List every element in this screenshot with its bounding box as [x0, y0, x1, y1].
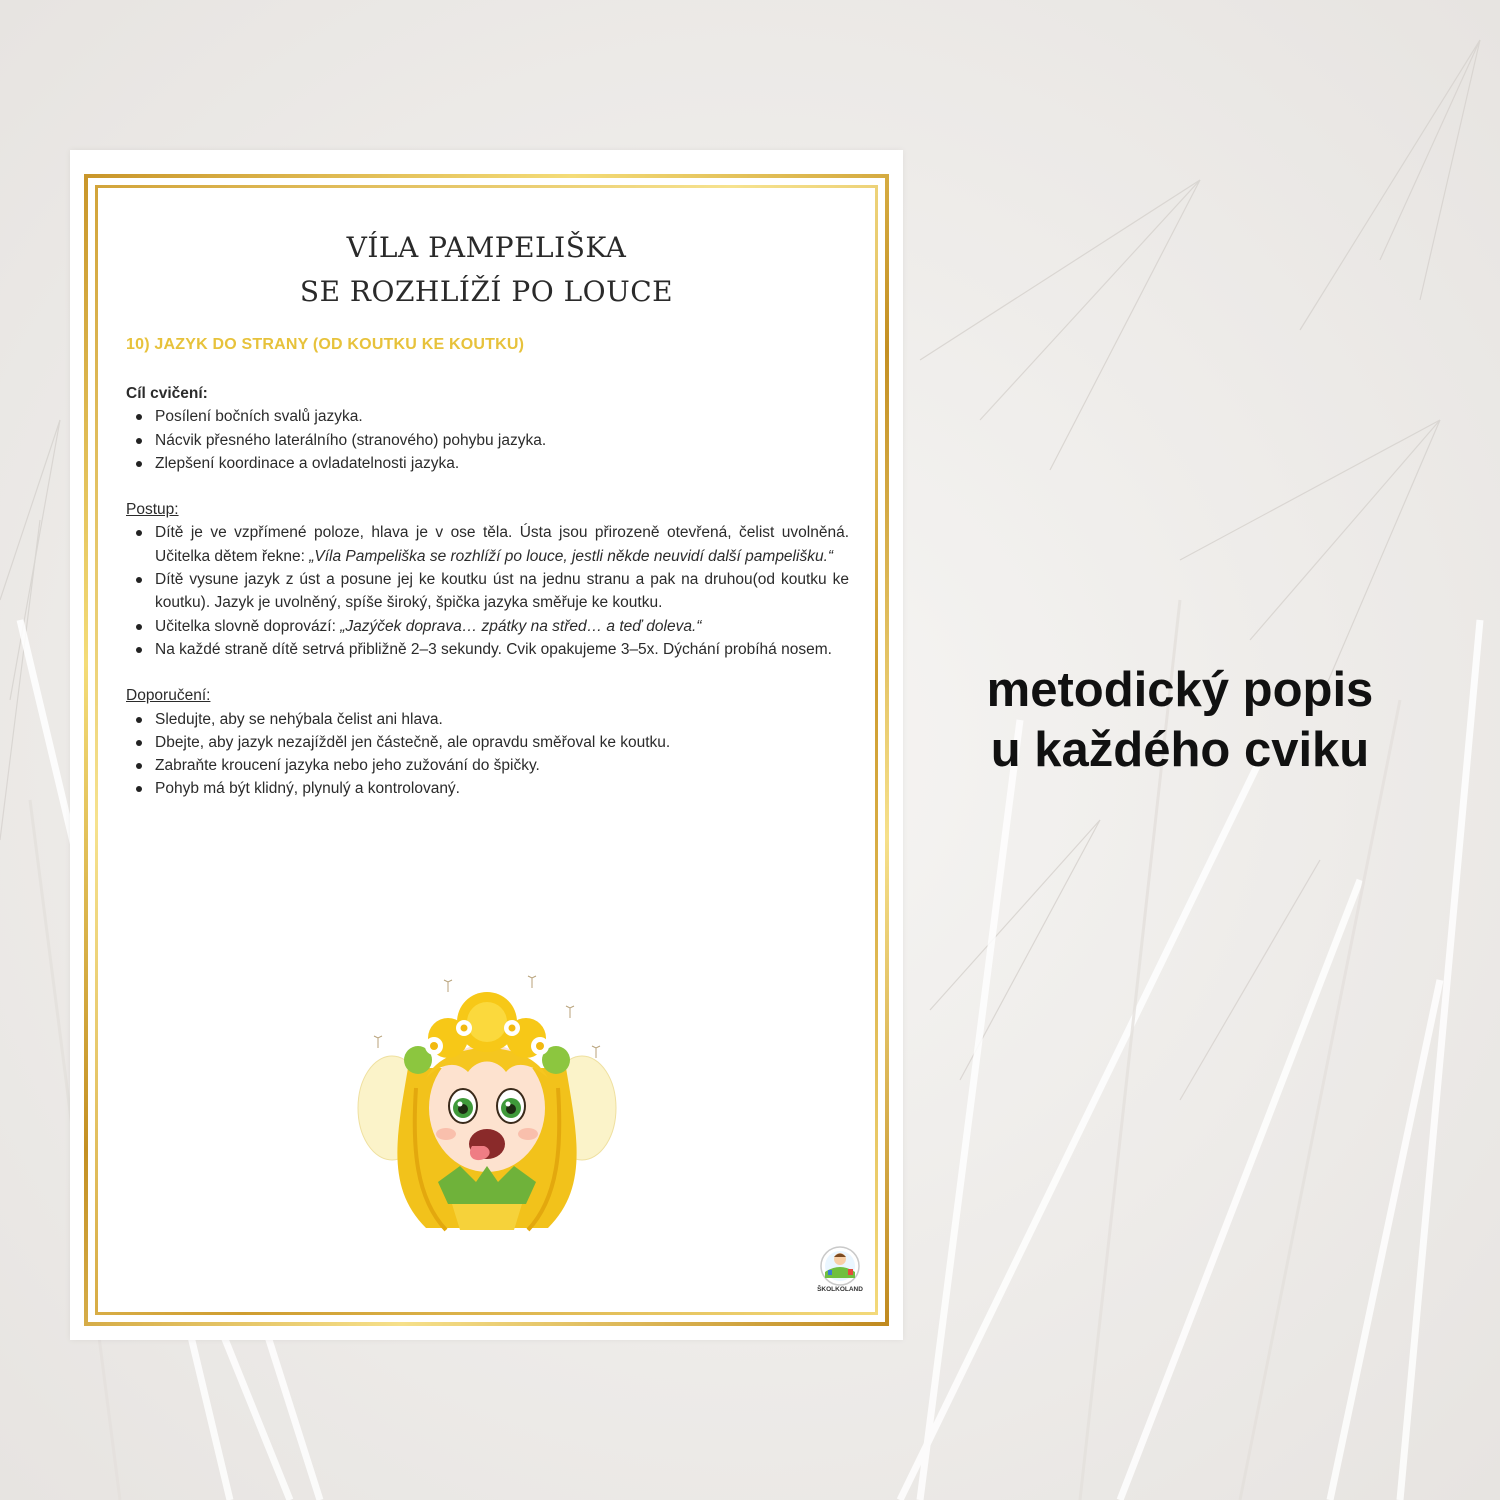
- list-item: [155, 615, 849, 638]
- list-item: Dbejte, aby jazyk nezajížděl jen částečně, ale opravdu směřoval ke koutku.: [155, 731, 849, 754]
- worksheet-page: [70, 150, 903, 1340]
- exercise-heading: 10) JAZYK DO STRANY (OD KOUTKU KE KOUTKU): [126, 336, 525, 353]
- procedure-quote-1: „Víla Pampeliška se rozhlíží po louce, jestli někde neuvidí další pampelišku.“: [309, 547, 834, 565]
- list-item: Na každé straně dítě setrvá přibližně 2–3 sekundy. Cvik opakujeme 3–5x. Dýchání probíhá nosem.: [155, 638, 849, 661]
- list-item: Nácvik přesného laterálního (stranového) pohybu jazyka.: [155, 429, 849, 452]
- logo-text: ŠKOLKOLAND: [817, 1286, 863, 1293]
- list-item: Dítě vysune jazyk z úst a posune jej ke koutku úst na jednu stranu a pak na druhou(od koutku ke koutku). Jazyk je uvolněný, spíše široký, špička jazyka směřuje ke koutku.: [155, 568, 849, 615]
- procedure-step-1: Dítě je ve vzpřímené poloze, hlava je v ose těla. Ústa jsou přirozeně otevřená, čelist uvolněná. Učitelka dětem řekne:: [155, 524, 849, 565]
- title-line-2: SE ROZHLÍŽÍ PO LOUCE: [299, 275, 674, 308]
- list-item: Pohyb má být klidný, plynulý a kontrolovaný.: [155, 777, 849, 800]
- goal-label: Cíl cvičení:: [126, 385, 208, 402]
- list-item: Posílení bočních svalů jazyka.: [155, 405, 849, 428]
- list-item: [155, 521, 849, 568]
- promo-line-1: metodický popis: [986, 663, 1374, 717]
- procedure-label: Postup:: [126, 501, 179, 519]
- procedure-step-3: Učitelka slovně doprovází:: [155, 617, 341, 635]
- list-item: Zlepšení koordinace a ovladatelnosti jazyka.: [155, 452, 849, 475]
- procedure-list: [126, 521, 849, 661]
- logo-emblem-icon: [812, 1242, 868, 1286]
- goal-list: [126, 405, 849, 475]
- promo-caption: [920, 660, 1440, 780]
- exercise-content: [126, 382, 849, 801]
- recommendation-list: [126, 708, 849, 801]
- title-line-1: VÍLA PAMPELIŠKA: [346, 231, 627, 264]
- dandelion-fairy-illustration: [356, 968, 618, 1240]
- list-item: Zabraňte kroucení jazyka nebo jeho zužování do špičky.: [155, 754, 849, 777]
- procedure-quote-3: „Jazýček doprava… zpátky na střed… a teď doleva.“: [340, 617, 702, 635]
- skolkoland-logo: [812, 1242, 868, 1302]
- list-item: Sledujte, aby se nehýbala čelist ani hlava.: [155, 708, 849, 731]
- recommendation-label: Doporučení:: [126, 687, 211, 705]
- promo-line-2: u každého cviku: [990, 723, 1370, 777]
- worksheet-title: [70, 226, 903, 314]
